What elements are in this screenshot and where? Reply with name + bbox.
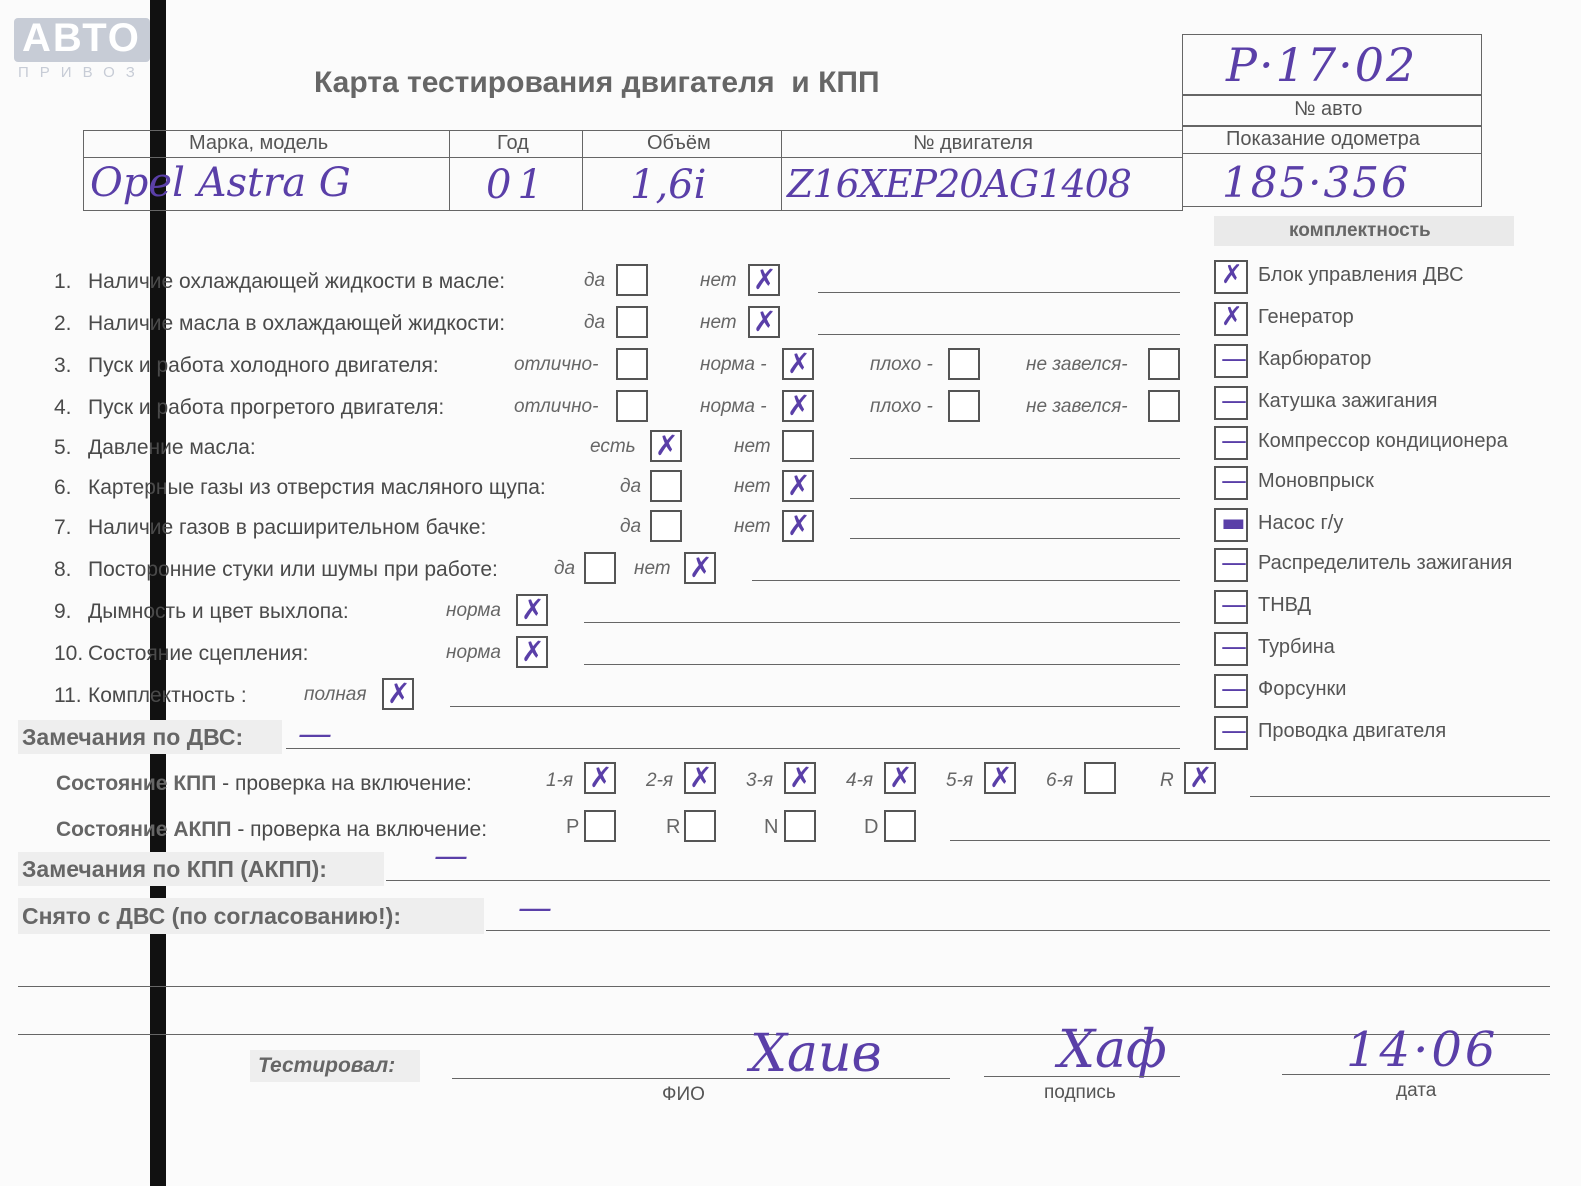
engine-number-value: Z16XEP20AG1408 <box>787 162 1131 206</box>
checkbox-engine-wiring[interactable]: — <box>1214 716 1248 750</box>
row-10-line <box>584 664 1180 665</box>
date-line <box>1282 1074 1550 1075</box>
row-1-text: Наличие охлаждающей жидкости в масле: <box>88 270 506 293</box>
row-1-checkbox-no[interactable]: ✗ <box>748 264 780 296</box>
remarks-engine-label: Замечания по ДВС: <box>22 724 244 750</box>
gear-5-checkbox[interactable]: ✗ <box>984 762 1016 794</box>
row-10-checkbox-normal[interactable]: ✗ <box>516 636 548 668</box>
header-odometer-label: Показание одометра <box>1226 128 1420 150</box>
row-3-option-bad: плохо - <box>870 354 933 375</box>
removed-line-2 <box>18 986 1550 987</box>
row-9-checkbox-normal[interactable]: ✗ <box>516 594 548 626</box>
row-8-option-no: нет <box>634 558 671 579</box>
row-1-checkbox-yes[interactable] <box>616 264 648 296</box>
row-8-text: Посторонние стуки или шумы при работе: <box>88 558 498 581</box>
row-8-option-yes: да <box>554 558 576 579</box>
watermark-sub: ПРИВОЗ <box>18 64 146 81</box>
item-carburetor-label: Карбюратор <box>1258 348 1372 370</box>
remarks-gearbox-line <box>386 880 1550 881</box>
row-9-line <box>584 622 1180 623</box>
manual-gearbox-text <box>56 772 472 796</box>
row-10-option-normal: норма <box>446 642 501 663</box>
auto-gearbox-text <box>56 818 487 842</box>
row-8-checkbox-yes[interactable] <box>584 552 616 584</box>
auto-n-checkbox[interactable] <box>784 810 816 842</box>
checkbox-ignition-coil[interactable]: — <box>1214 386 1248 420</box>
gear-2-label: 2-я <box>646 770 674 791</box>
row-5-option-yes: есть <box>590 436 636 457</box>
gear-6-label: 6-я <box>1046 770 1074 791</box>
checkbox-carburetor[interactable]: — <box>1214 344 1248 378</box>
manual-gearbox-label: Состояние КПП <box>56 772 217 795</box>
item-injection-pump-label: ТНВД <box>1258 594 1312 616</box>
row-3-option-normal: норма - <box>700 354 767 375</box>
gear-1-checkbox[interactable]: ✗ <box>584 762 616 794</box>
item-ac-compressor-label: Компрессор кондиционера <box>1258 430 1508 452</box>
header-engine-label: № двигателя <box>913 132 1033 154</box>
row-5-checkbox-yes[interactable]: ✗ <box>650 430 682 462</box>
auto-gearbox-rest: - проверка на включение: <box>231 818 488 841</box>
manual-gearbox-line <box>1250 796 1550 797</box>
signature-caption: подпись <box>1044 1082 1116 1103</box>
row-3-checkbox-normal[interactable]: ✗ <box>782 348 814 380</box>
odometer-value: 185·356 <box>1222 158 1410 207</box>
row-6-option-no: нет <box>734 476 771 497</box>
checkbox-generator[interactable]: ✗ <box>1214 302 1248 336</box>
row-4-number: 4. <box>54 396 72 419</box>
auto-p-label: P <box>566 816 580 838</box>
auto-n-label: N <box>764 816 779 838</box>
row-7-checkbox-yes[interactable] <box>650 510 682 542</box>
row-11-option-full: полная <box>304 684 367 705</box>
remarks-engine-line <box>286 748 1180 749</box>
row-7-line <box>850 538 1180 539</box>
row-10-number: 10. <box>54 642 84 665</box>
gear-6-checkbox[interactable] <box>1084 762 1116 794</box>
row-5-option-no: нет <box>734 436 771 457</box>
row-2-number: 2. <box>54 312 72 335</box>
gear-3-checkbox[interactable]: ✗ <box>784 762 816 794</box>
item-power-steering-pump-label: Насос г/у <box>1258 512 1344 534</box>
row-9-option-normal: норма <box>446 600 501 621</box>
row-7-option-yes: да <box>620 516 642 537</box>
row-2-checkbox-yes[interactable] <box>616 306 648 338</box>
item-mono-injection-label: Моновпрыск <box>1258 470 1374 492</box>
row-6-checkbox-yes[interactable] <box>650 470 682 502</box>
row-5-number: 5. <box>54 436 72 459</box>
removed-label: Снято с ДВС (по согласованию!): <box>22 903 401 929</box>
row-4-option-bad: плохо - <box>870 396 933 417</box>
row-4-option-excellent: отлично- <box>514 396 599 417</box>
checkbox-power-steering-pump[interactable]: ▬ <box>1214 508 1248 542</box>
row-5-line <box>850 458 1180 459</box>
row-3-option-excellent: отлично- <box>514 354 599 375</box>
item-distributor-label: Распределитель зажигания <box>1258 552 1513 574</box>
row-3-checkbox-excellent[interactable] <box>616 348 648 380</box>
row-3-option-no-start: не завелся- <box>1026 354 1128 375</box>
row-9-text: Дымность и цвет выхлопа: <box>88 600 349 623</box>
row-4-option-normal: норма - <box>700 396 767 417</box>
item-generator-label: Генератор <box>1258 306 1354 328</box>
watermark-brand: АВТО <box>22 16 141 60</box>
car-number-value: Р·17·02 <box>1226 38 1418 92</box>
row-11-line <box>450 706 1180 707</box>
row-2-checkbox-no[interactable]: ✗ <box>748 306 780 338</box>
row-9-number: 9. <box>54 600 72 623</box>
row-11-checkbox-full[interactable]: ✗ <box>382 678 414 710</box>
row-1-option-no: нет <box>700 270 737 291</box>
checkbox-ac-compressor[interactable]: — <box>1214 426 1248 460</box>
removed-dash: — <box>518 888 552 928</box>
row-7-text: Наличие газов в расширительном бачке: <box>88 516 487 539</box>
row-4-checkbox-normal[interactable]: ✗ <box>782 390 814 422</box>
header-year-label: Год <box>497 132 529 154</box>
row-10-text: Состояние сцепления: <box>88 642 309 665</box>
completeness-title: комплектность <box>1289 220 1431 241</box>
model-value: Opel Astra G <box>90 160 351 206</box>
auto-r-checkbox[interactable] <box>684 810 716 842</box>
date-handwritten: 14·06 <box>1346 1022 1499 1078</box>
header-model-label: Марка, модель <box>189 132 329 154</box>
row-8-checkbox-no[interactable]: ✗ <box>684 552 716 584</box>
row-2-text: Наличие масла в охлаждающей жидкости: <box>88 312 506 335</box>
row-1-number: 1. <box>54 270 72 293</box>
row-6-checkbox-no[interactable]: ✗ <box>782 470 814 502</box>
row-4-checkbox-no-start[interactable] <box>1148 390 1180 422</box>
gear-1-label: 1-я <box>546 770 574 791</box>
row-2-line <box>818 334 1180 335</box>
checkbox-ecu[interactable]: ✗ <box>1214 260 1248 294</box>
row-6-number: 6. <box>54 476 72 499</box>
car-number-label: № авто <box>1294 98 1363 120</box>
remarks-gearbox-dash: — <box>434 836 468 876</box>
row-4-checkbox-bad[interactable] <box>948 390 980 422</box>
checkbox-distributor[interactable]: — <box>1214 548 1248 582</box>
gear-2-checkbox[interactable]: ✗ <box>684 762 716 794</box>
tester-name-handwritten: Хаив <box>750 1024 882 1084</box>
row-4-text: Пуск и работа прогретого двигателя: <box>88 396 445 419</box>
gear-r-label: R <box>1160 770 1174 791</box>
row-1-line <box>818 292 1180 293</box>
checkbox-injection-pump[interactable]: — <box>1214 590 1248 624</box>
row-7-option-no: нет <box>734 516 771 537</box>
row-8-number: 8. <box>54 558 72 581</box>
gear-5-label: 5-я <box>946 770 974 791</box>
row-7-number: 7. <box>54 516 72 539</box>
gear-r-checkbox[interactable]: ✗ <box>1184 762 1216 794</box>
row-3-number: 3. <box>54 354 72 377</box>
checkbox-injectors[interactable]: — <box>1214 674 1248 708</box>
item-ignition-coil-label: Катушка зажигания <box>1258 390 1438 412</box>
item-turbine-label: Турбина <box>1258 636 1335 658</box>
item-engine-wiring-label: Проводка двигателя <box>1258 720 1447 742</box>
row-11-number: 11. <box>54 684 82 707</box>
year-value: 01 <box>486 162 549 208</box>
row-6-line <box>850 498 1180 499</box>
row-1-option-yes: да <box>584 270 606 291</box>
item-injectors-label: Форсунки <box>1258 678 1347 700</box>
auto-d-checkbox[interactable] <box>884 810 916 842</box>
row-6-option-yes: да <box>620 476 642 497</box>
tested-label: Тестировал: <box>258 1054 396 1077</box>
row-6-text: Картерные газы из отверстия масляного щупа: <box>88 476 546 499</box>
row-4-checkbox-excellent[interactable] <box>616 390 648 422</box>
row-4-option-no-start: не завелся- <box>1026 396 1128 417</box>
row-3-checkbox-no-start[interactable] <box>1148 348 1180 380</box>
row-5-text: Давление масла: <box>88 436 256 459</box>
row-8-line <box>752 580 1180 581</box>
checkbox-turbine[interactable]: — <box>1214 632 1248 666</box>
removed-line-1 <box>486 930 1550 931</box>
row-2-option-yes: да <box>584 312 606 333</box>
manual-gearbox-rest: - проверка на включение: <box>216 772 472 795</box>
row-5-checkbox-no[interactable] <box>782 430 814 462</box>
page-title: Карта тестирования двигателя и КПП <box>314 66 880 99</box>
row-3-checkbox-bad[interactable] <box>948 348 980 380</box>
auto-gearbox-label: Состояние АКПП <box>56 818 232 841</box>
date-caption: дата <box>1396 1080 1437 1101</box>
gear-3-label: 3-я <box>746 770 774 791</box>
signature-line <box>984 1076 1180 1077</box>
name-line <box>452 1078 950 1079</box>
header-volume-label: Объём <box>647 132 711 154</box>
remarks-engine-dash: — <box>298 714 332 754</box>
row-3-text: Пуск и работа холодного двигателя: <box>88 354 439 377</box>
auto-r-label: R <box>666 816 681 838</box>
row-2-option-no: нет <box>700 312 737 333</box>
remarks-gearbox-label: Замечания по КПП (АКПП): <box>22 856 327 882</box>
gear-4-label: 4-я <box>846 770 874 791</box>
checkbox-mono-injection[interactable]: — <box>1214 466 1248 500</box>
signature-handwritten: Хаф <box>1058 1020 1167 1080</box>
auto-gearbox-line <box>950 840 1550 841</box>
row-11-text: Комплектность : <box>88 684 247 707</box>
name-caption: ФИО <box>662 1084 705 1105</box>
volume-value: 1,6i <box>630 162 707 208</box>
item-ecu-label: Блок управления ДВС <box>1258 264 1464 286</box>
gear-4-checkbox[interactable]: ✗ <box>884 762 916 794</box>
auto-p-checkbox[interactable] <box>584 810 616 842</box>
row-7-checkbox-no[interactable]: ✗ <box>782 510 814 542</box>
auto-d-label: D <box>864 816 879 838</box>
